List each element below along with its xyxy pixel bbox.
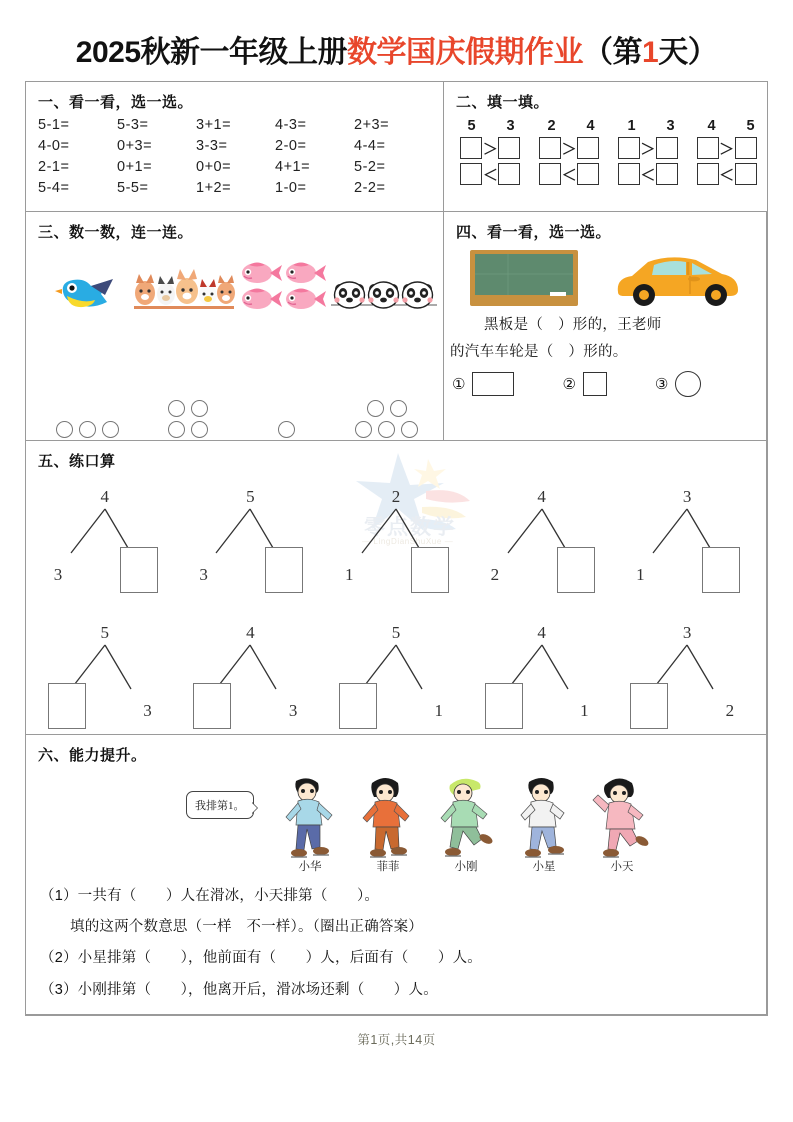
dog-icon	[132, 266, 236, 312]
comparison-answer-rows	[452, 137, 767, 185]
option-number: ②	[562, 375, 576, 393]
bond-answer-box[interactable]	[557, 547, 595, 593]
shape-option-2[interactable]	[562, 372, 606, 396]
bond-total: 5	[246, 487, 255, 506]
bond-total: 3	[682, 623, 692, 642]
worksheet-row-2	[26, 212, 767, 441]
answer-box[interactable]	[539, 137, 561, 159]
skater-name: 小天	[610, 861, 634, 873]
panda-icon	[331, 278, 437, 312]
question-1-followup: 填的这两个数意思（一样 不一样）。（圈出正确答案）	[70, 919, 423, 936]
answer-box[interactable]	[577, 137, 599, 159]
animal-picture-row	[26, 246, 443, 312]
bond-answer-box[interactable]	[48, 683, 86, 729]
skater-strip	[271, 773, 661, 873]
section-6-questions	[26, 881, 766, 1006]
skater-xiaogang	[427, 773, 505, 873]
car-icon	[612, 250, 742, 308]
bird-icon	[55, 270, 117, 312]
compare-slot	[610, 137, 687, 159]
title-part-5: 天）	[658, 36, 718, 69]
bond-part-left: 1	[344, 565, 354, 584]
greater-than-operator: ＞	[719, 140, 735, 158]
title-day-number: 1	[642, 36, 659, 69]
question-2: （2）小星排第（ ），他前面有（ ）人，后面有（ ）人。	[40, 950, 483, 967]
circle-mark	[390, 400, 407, 417]
section-4	[443, 211, 767, 441]
circle-group-4[interactable]	[139, 398, 238, 440]
arith-problem: 1-0=	[275, 180, 307, 196]
skater-icon	[352, 773, 424, 865]
pair-value-a: 2	[547, 118, 556, 134]
comparison-exercise	[444, 116, 767, 199]
watermark-subtext: — LingDianShuXue —	[362, 537, 454, 546]
arith-problem: 4-3=	[275, 117, 307, 133]
answer-box[interactable]	[618, 163, 640, 185]
number-bond	[191, 623, 309, 735]
circle-mark	[367, 400, 384, 417]
circle-mark	[191, 400, 208, 417]
animal-group-panda	[331, 278, 437, 312]
skater-name: 菲菲	[376, 861, 400, 873]
bond-answer-box[interactable]	[339, 683, 377, 729]
less-than-operator: ＜	[561, 166, 577, 184]
number-bond	[191, 487, 309, 599]
bond-answer-box[interactable]	[265, 547, 303, 593]
section-1-heading: 一、看一看，选一选。	[38, 94, 194, 111]
question-line-2: 的汽车车轮是（ ）形的。	[450, 343, 628, 360]
greater-than-operator: ＞	[561, 140, 577, 158]
arith-problem: 3+1=	[196, 117, 232, 133]
greater-than-operator: ＞	[640, 140, 656, 158]
skater-icon	[274, 773, 346, 865]
skater-icon	[586, 773, 658, 865]
bond-part-left: 3	[199, 565, 208, 584]
answer-box[interactable]	[735, 137, 757, 159]
title-part-3: （第	[583, 36, 643, 69]
section-6	[25, 734, 767, 1015]
worksheet-row-1	[26, 82, 767, 212]
skater-xiaohua	[271, 773, 349, 873]
number-bond-row-2	[26, 623, 766, 735]
pair-value-a: 4	[707, 118, 716, 134]
animal-group-dog	[132, 266, 236, 312]
fish-icon	[239, 260, 283, 286]
comparison-number-header	[452, 118, 767, 134]
pair-value-b: 3	[666, 118, 675, 134]
compare-slot	[452, 163, 529, 185]
section-2	[443, 81, 768, 212]
arith-problem: 5-4=	[38, 180, 70, 196]
pair-value-a: 1	[627, 118, 636, 134]
skater-icon	[430, 773, 502, 865]
circle-mark	[401, 421, 418, 438]
skater-feifei	[349, 773, 427, 873]
number-bond	[46, 487, 164, 599]
number-pair	[692, 118, 770, 134]
speech-bubble: 我排第1。	[186, 791, 254, 819]
number-bond-row-1	[26, 487, 766, 599]
section-4-heading: 四、看一看，选一选。	[456, 224, 612, 241]
compare-slot	[531, 163, 608, 185]
fish-icon	[239, 286, 283, 312]
number-bond	[628, 487, 746, 599]
less-than-row	[452, 163, 767, 185]
circle-group-5[interactable]	[336, 398, 437, 440]
bond-part-left: 2	[490, 565, 500, 584]
number-bond	[483, 487, 601, 599]
arithmetic-grid	[26, 116, 443, 211]
answer-box[interactable]	[460, 163, 482, 185]
circle-group-1[interactable]	[237, 419, 336, 440]
skater-name: 小华	[298, 861, 322, 873]
compare-slot	[531, 137, 608, 159]
arith-problem: 2-2=	[354, 180, 386, 196]
question-3: （3）小刚排第（ ），他离开后，滑冰场还剩（ ）人。	[40, 981, 438, 998]
arith-problem: 5-3=	[117, 117, 149, 133]
section-5-heading: 五、练口算	[38, 453, 116, 470]
section-2-heading: 二、填一填。	[456, 94, 550, 111]
section-4-question	[444, 308, 766, 366]
skater-name: 小刚	[454, 861, 478, 873]
page-title	[0, 0, 793, 81]
skater-icon	[508, 773, 580, 865]
answer-box[interactable]	[697, 163, 719, 185]
answer-box[interactable]	[656, 163, 678, 185]
compare-slot	[688, 163, 765, 185]
circle-mark	[56, 421, 73, 438]
pair-value-b: 4	[586, 118, 595, 134]
number-pair	[612, 118, 690, 134]
shape-option-1[interactable]	[452, 372, 514, 396]
bond-part-left: 1	[636, 565, 645, 584]
circle-group-row	[26, 370, 443, 440]
bond-answer-box[interactable]	[120, 547, 158, 593]
circle-mark	[191, 421, 208, 438]
greater-than-operator: ＞	[482, 140, 498, 158]
bond-total: 4	[100, 487, 110, 506]
answer-box[interactable]	[618, 137, 640, 159]
number-bond	[46, 623, 164, 735]
shape-option-3[interactable]	[655, 371, 701, 397]
greater-than-row	[452, 137, 767, 159]
option-number: ③	[654, 375, 669, 393]
question-1: （1）一共有（ ）人在滑冰，小天排第（ ）。	[40, 888, 380, 904]
bond-answer-box[interactable]	[630, 683, 668, 729]
pair-value-a: 5	[467, 118, 476, 134]
worksheet-table	[25, 81, 768, 1016]
number-pair	[452, 118, 530, 134]
shape-picture-row	[444, 246, 766, 308]
compare-slot	[610, 163, 687, 185]
section-6-heading: 六、能力提升。	[38, 747, 147, 764]
worksheet-row-4	[26, 735, 767, 1015]
watermark-text: 零点数学	[364, 516, 456, 539]
circle-shape-icon	[675, 371, 701, 397]
arith-problem: 0+1=	[117, 159, 153, 175]
title-part-2: 数学国庆假期作业	[347, 36, 584, 69]
compare-slot	[688, 137, 765, 159]
bond-part-right: 1	[434, 701, 443, 720]
shape-options	[444, 366, 766, 397]
arith-problem: 5-5=	[117, 180, 149, 196]
blackboard-icon	[468, 248, 580, 310]
title-part-1: 2025秋新一年级上册	[75, 36, 348, 69]
answer-box[interactable]	[539, 163, 561, 185]
arith-problem: 1+2=	[196, 180, 232, 196]
less-than-operator: ＜	[482, 166, 498, 184]
bond-total: 5	[391, 623, 401, 642]
bond-part-right: 2	[725, 701, 735, 720]
option-number: ①	[452, 375, 466, 393]
bond-part-right: 3	[143, 701, 152, 720]
answer-box[interactable]	[577, 163, 599, 185]
arithmetic-row	[38, 117, 433, 133]
fish-icon	[283, 260, 327, 286]
circle-mark	[378, 421, 395, 438]
circle-mark	[168, 421, 185, 438]
arithmetic-row	[38, 159, 433, 175]
page-footer: 第1页,共14页	[357, 1032, 436, 1047]
arith-problem: 5-2=	[354, 159, 386, 175]
skater-xiaotian	[583, 773, 661, 873]
number-bond	[337, 623, 455, 735]
bond-total: 4	[246, 623, 255, 642]
bond-part-right: 1	[580, 701, 589, 720]
number-bond	[628, 623, 746, 735]
less-than-operator: ＜	[640, 166, 656, 184]
section-1	[25, 81, 444, 212]
section-3-heading: 三、数一数，连一连。	[38, 224, 194, 241]
skater-xiaoxing	[505, 773, 583, 873]
number-bond	[483, 623, 601, 735]
bond-part-left: 3	[53, 565, 63, 584]
bond-part-right: 3	[288, 701, 298, 720]
circle-mark	[278, 421, 295, 438]
answer-box[interactable]	[498, 163, 520, 185]
arith-problem: 4-4=	[354, 138, 386, 154]
pair-value-b: 3	[506, 118, 515, 134]
circle-mark	[355, 421, 372, 438]
square-shape-icon	[583, 372, 607, 396]
bond-total: 2	[391, 487, 401, 506]
arith-problem: 3-3=	[196, 138, 228, 154]
fish-icon	[283, 286, 327, 312]
less-than-operator: ＜	[719, 166, 735, 184]
answer-box[interactable]	[735, 163, 757, 185]
number-pair	[532, 118, 610, 134]
compare-slot	[452, 137, 529, 159]
pair-value-b: 5	[746, 118, 755, 134]
bond-answer-box[interactable]	[702, 547, 740, 593]
arithmetic-row	[38, 138, 433, 154]
arithmetic-row	[38, 180, 433, 196]
bond-answer-box[interactable]	[485, 683, 523, 729]
bond-total: 4	[537, 623, 546, 642]
arith-problem: 0+0=	[196, 159, 232, 175]
arith-problem: 5-1=	[38, 117, 70, 133]
bond-answer-box[interactable]	[193, 683, 231, 729]
circle-mark	[102, 421, 119, 438]
arith-problem: 2-1=	[38, 159, 70, 175]
arith-problem: 2+3=	[354, 117, 390, 133]
bond-total: 4	[537, 487, 546, 506]
arith-problem: 0+3=	[117, 138, 153, 154]
rectangle-shape-icon	[472, 372, 514, 396]
arith-problem: 2-0=	[275, 138, 307, 154]
skater-name: 小星	[532, 861, 556, 873]
answer-box[interactable]	[498, 137, 520, 159]
number-bond	[337, 487, 455, 599]
answer-box[interactable]	[697, 137, 719, 159]
animal-group-fish	[236, 250, 331, 312]
arith-problem: 4-0=	[38, 138, 70, 154]
bond-total: 3	[682, 487, 692, 506]
answer-box[interactable]	[460, 137, 482, 159]
circle-group-3[interactable]	[36, 419, 139, 440]
question-line-1: 黑板是（ ）形的，王老师	[484, 317, 662, 333]
circle-mark	[79, 421, 96, 438]
bond-total: 5	[100, 623, 110, 642]
circle-mark	[168, 400, 185, 417]
section-3	[25, 211, 444, 441]
animal-group-bird	[40, 270, 132, 312]
section-5	[25, 440, 767, 735]
worksheet-row-3	[26, 441, 767, 735]
arith-problem: 4+1=	[275, 159, 311, 175]
skater-illustration	[26, 769, 766, 881]
bond-answer-box[interactable]	[411, 547, 449, 593]
answer-box[interactable]	[656, 137, 678, 159]
